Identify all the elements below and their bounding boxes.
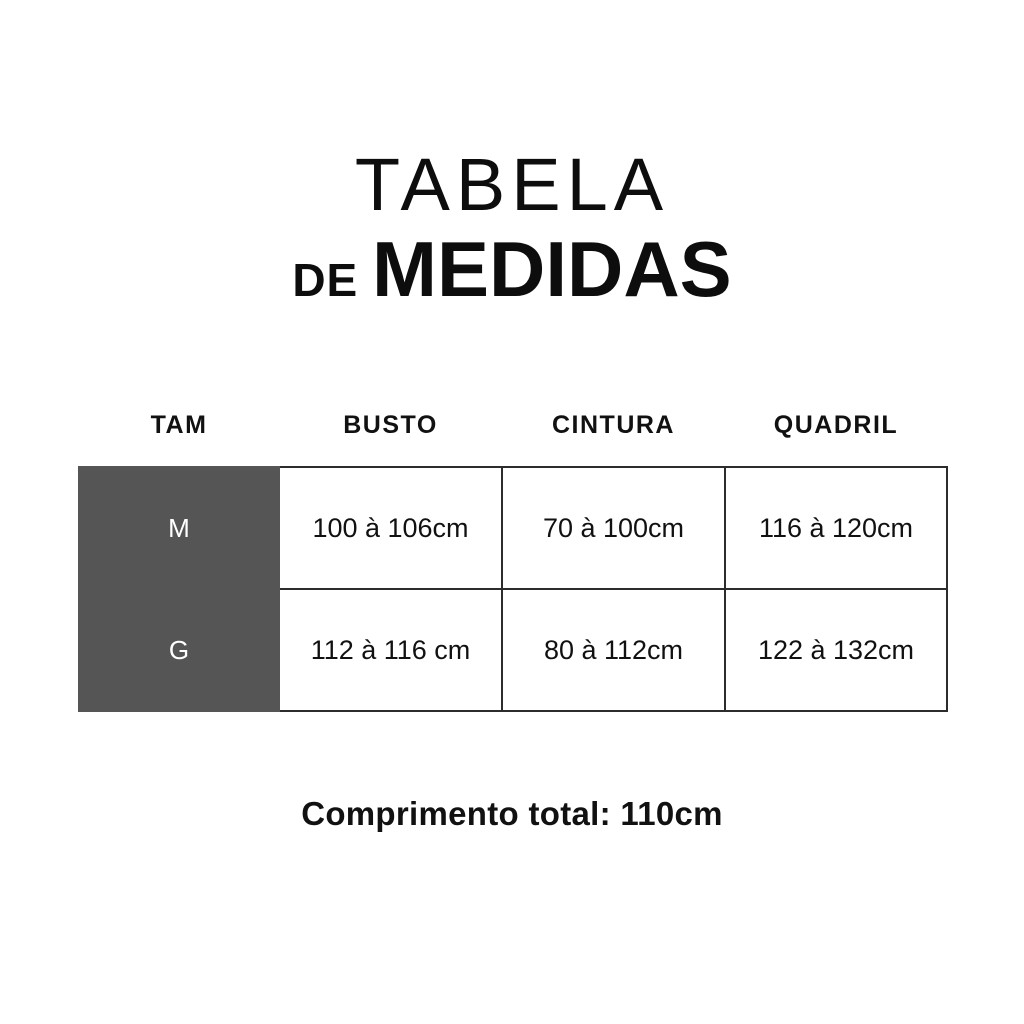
table-row <box>79 589 947 711</box>
title-emphasis: MEDIDAS <box>372 225 732 314</box>
size-label-g: G <box>79 589 279 711</box>
total-length-note: Comprimento total: 110cm <box>301 795 723 832</box>
table-body <box>79 467 947 711</box>
table-header-row <box>79 400 947 467</box>
measurements-table <box>78 400 948 712</box>
column-header-quadril: QUADRIL <box>725 400 947 467</box>
size-label-m: M <box>79 467 279 589</box>
title-line-primary: TABELA <box>354 143 670 226</box>
cintura-value-m: 70 à 100cm <box>502 467 725 589</box>
page-title <box>0 143 1024 314</box>
busto-value-g: 112 à 116 cm <box>279 589 502 711</box>
column-header-tam: TAM <box>79 400 279 467</box>
table-header <box>79 400 947 467</box>
quadril-value-m: 116 à 120cm <box>725 467 947 589</box>
busto-value-m: 100 à 106cm <box>279 467 502 589</box>
table-row <box>79 467 947 589</box>
quadril-value-g: 122 à 132cm <box>725 589 947 711</box>
title-prefix: DE <box>292 254 372 307</box>
column-header-cintura: CINTURA <box>502 400 725 467</box>
column-header-busto: BUSTO <box>279 400 502 467</box>
cintura-value-g: 80 à 112cm <box>502 589 725 711</box>
title-line-secondary <box>0 225 1024 314</box>
measurements-table-container <box>78 400 946 712</box>
